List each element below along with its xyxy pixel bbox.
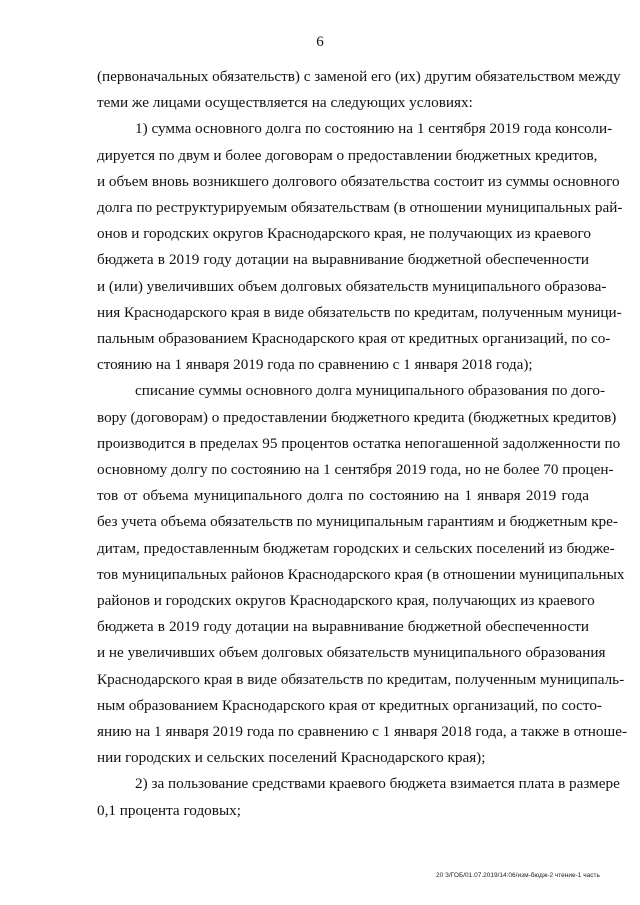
text-line: бюджета в 2019 году дотации на выравнивание бюджетной обеспеченности [97,618,589,636]
text-line: дитам, предоставленным бюджетам городских и сельских поселений из бюдже- [97,539,615,557]
text-line: пальным образованием Краснодарского края от кредитных организаций, по со- [97,330,611,348]
paragraph [97,771,620,823]
text-line: онов и городских округов Краснодарского края, не получающих из краевого [97,225,591,243]
text-line: списание суммы основного долга муниципального образования по дого- [135,382,606,400]
text-line: и объем вновь возникшего долгового обязательства состоит из суммы основного [97,172,620,190]
document-body [97,64,628,824]
text-line: районов и городских округов Краснодарского края, получающих из краевого [97,592,595,610]
text-line: и (или) увеличивших объем долговых обязательств муниципального образова- [97,277,607,295]
text-line: бюджета в 2019 году дотации на выравнивание бюджетной обеспеченности [97,251,589,269]
text-line: без учета объема обязательств по муниципальным гарантиям и бюджетным кре- [97,513,618,531]
text-line: долга по реструктурируемым обязательствам (в отношении муниципальных рай- [97,199,623,217]
text-line: 2) за пользование средствами краевого бюджета взимается плата в размере [135,775,620,793]
text-line: нии городских и сельских поселений Краснодарского края); [97,749,486,767]
text-line: 1) сумма основного долга по состоянию на 1 сентября 2019 года консоли- [135,120,613,138]
paragraph [97,64,621,116]
text-line: основному долгу по состоянию на 1 сентября 2019 года, но не более 70 процен- [97,461,614,479]
text-line: янию на 1 января 2019 года по сравнению с 1 января 2018 года, а также в отноше- [97,723,628,741]
text-line: теми же лицами осуществляется на следующих условиях: [97,94,473,112]
text-line: Краснодарского края в виде обязательств по кредитам, полученным муниципаль- [97,670,625,688]
paragraph [97,116,623,378]
text-line: дируется по двум и более договорам о предоставлении бюджетных кредитов, [97,146,598,164]
text-line: ным образованием Краснодарского края от кредитных организаций, по состо- [97,696,602,714]
document-footer-code: 20 З/ГОБ/01.07.2019/14:06/изм-бюдж-2 чтение-1 часть [436,872,600,879]
text-line: стоянию на 1 января 2019 года по сравнению с 1 января 2018 года); [97,356,533,374]
text-line: производится в пределах 95 процентов остатка непогашенной задолженности по [97,434,621,452]
text-line: тов от объема муниципального долга по состоянию на 1 января 2019 года [97,487,589,505]
text-line: 0,1 процента годовых; [97,801,241,819]
text-line: и не увеличивших объем долговых обязательств муниципального образования [97,644,606,662]
paragraph [97,378,628,771]
text-line: ния Краснодарского края в виде обязательств по кредитам, полученным муници- [97,303,622,321]
text-line: вору (договорам) о предоставлении бюджетного кредита (бюджетных кредитов) [97,408,617,426]
page-number: 6 [316,34,324,50]
text-line: (первоначальных обязательств) с заменой его (их) другим обязательством между [97,68,621,85]
text-line: тов муниципальных районов Краснодарского края (в отношении муниципальных [97,565,625,583]
